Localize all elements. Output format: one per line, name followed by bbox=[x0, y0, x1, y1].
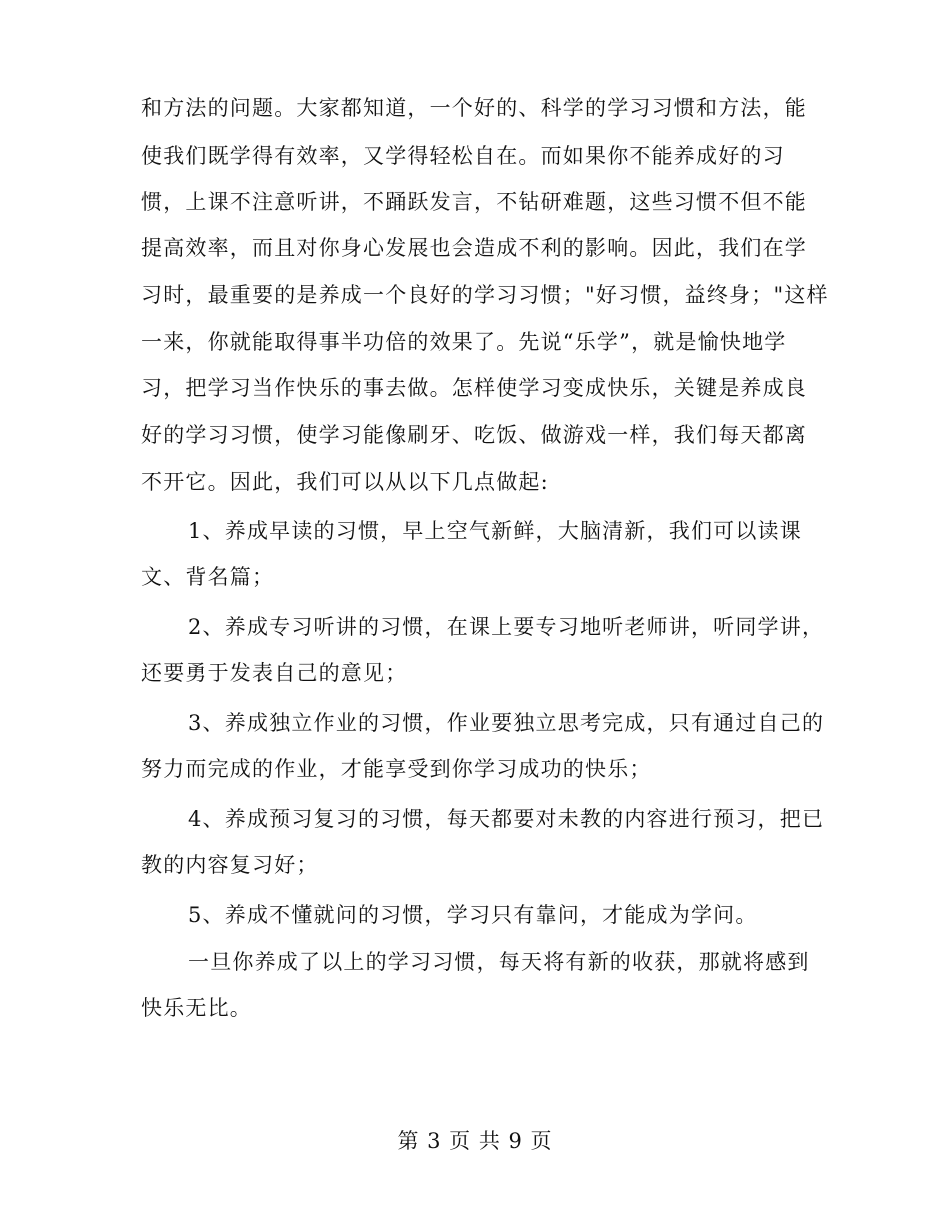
text-line: 教的内容复习好； bbox=[141, 853, 319, 877]
text-line: 习，把学习当作快乐的事去做。怎样使学习变成快乐，关键是养成良 bbox=[141, 376, 807, 400]
list-item-1: 1、养成早读的习惯，早上空气新鲜，大脑清新，我们可以读课 bbox=[188, 519, 802, 543]
list-item-3: 3、养成独立作业的习惯，作业要独立思考完成，只有通过自己的 bbox=[188, 711, 825, 735]
text-line: 好的学习习惯，使学习能像刷牙、吃饭、做游戏一样，我们每天都离 bbox=[141, 423, 807, 447]
text-line: 提高效率，而且对你身心发展也会造成不利的影响。因此，我们在学 bbox=[141, 236, 807, 260]
list-item-5: 5、养成不懂就问的习惯，学习只有靠问，才能成为学问。 bbox=[188, 903, 758, 927]
text-line: 不开它。因此，我们可以从以下几点做起: bbox=[141, 470, 549, 494]
list-item-2: 2、养成专习听讲的习惯，在课上要专习地听老师讲，听同学讲， bbox=[188, 615, 825, 639]
text-line: 快乐无比。 bbox=[141, 996, 252, 1020]
closing-paragraph: 一旦你养成了以上的学习习惯，每天将有新的收获，那就将感到 bbox=[188, 950, 810, 974]
list-item-4: 4、养成预习复习的习惯，每天都要对未教的内容进行预习，把已 bbox=[188, 807, 825, 831]
text-line: 和方法的问题。大家都知道，一个好的、科学的学习习惯和方法，能 bbox=[141, 96, 807, 120]
text-line: 还要勇于发表自己的意见； bbox=[141, 661, 408, 685]
text-line: 一来，你就能取得事半功倍的效果了。先说“乐学”，就是愉快地学 bbox=[141, 330, 787, 354]
text-line: 文、背名篇； bbox=[141, 565, 275, 589]
text-line: 习时，最重要的是养成一个良好的学习习惯；"好习惯，益终身；"这样 bbox=[141, 283, 829, 307]
text-line: 使我们既学得有效率，又学得轻松自在。而如果你不能养成好的习 bbox=[141, 144, 785, 168]
text-line: 努力而完成的作业，才能享受到你学习成功的快乐； bbox=[141, 757, 652, 781]
page-footer: 第 3 页 共 9 页 bbox=[397, 1129, 553, 1153]
text-line: 惯，上课不注意听讲，不踊跃发言，不钻研难题，这些习惯不但不能 bbox=[141, 190, 807, 214]
